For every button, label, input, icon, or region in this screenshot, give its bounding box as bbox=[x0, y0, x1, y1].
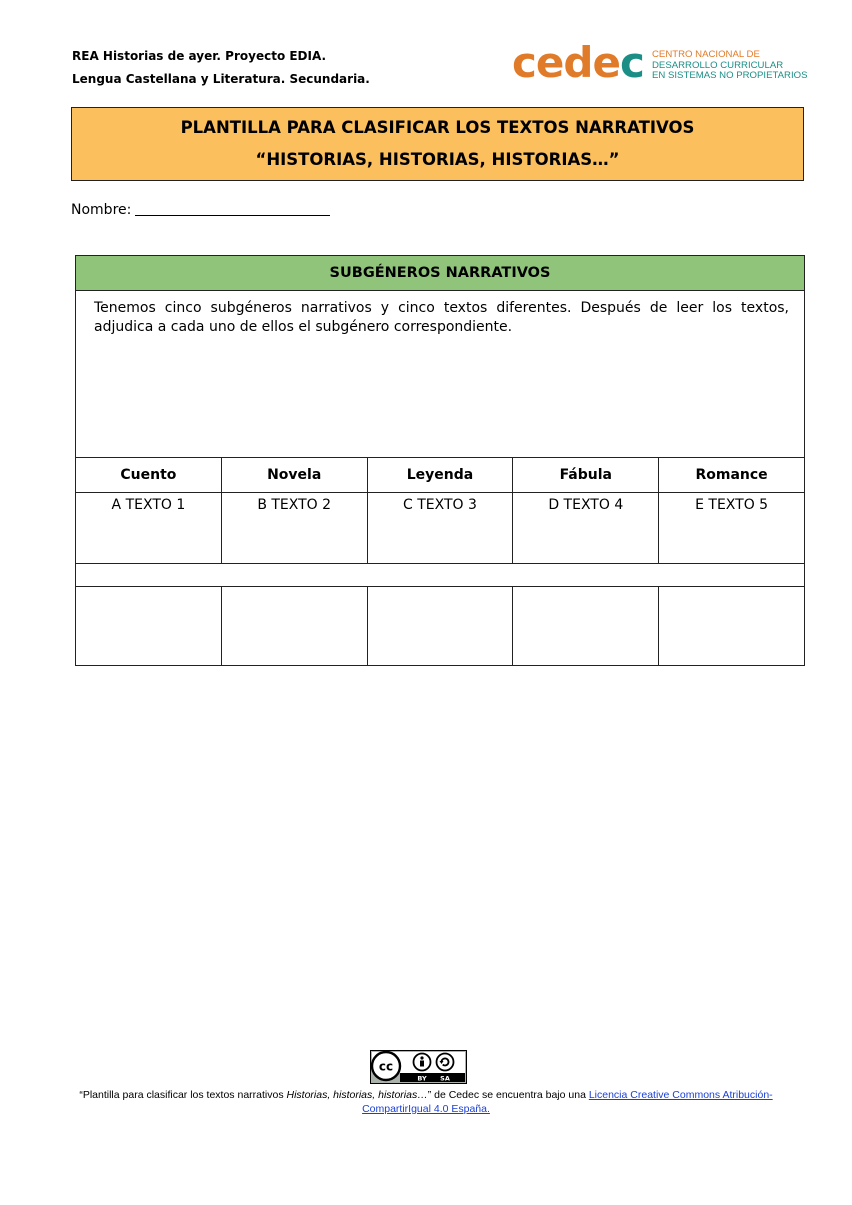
header-project-line: REA Historias de ayer. Proyecto EDIA. bbox=[72, 49, 327, 63]
nombre-label: Nombre: bbox=[71, 202, 132, 218]
col-header-leyenda: Leyenda bbox=[367, 458, 513, 493]
title-line-2: “HISTORIAS, HISTORIAS, HISTORIAS…” bbox=[255, 150, 620, 169]
logo-word-orange: cede bbox=[512, 38, 620, 87]
table-header-row bbox=[76, 458, 805, 493]
footer-title-italic: Historias, historias, historias… bbox=[286, 1089, 428, 1101]
cc-by-sa-badge-icon bbox=[370, 1050, 467, 1084]
table-answer-row bbox=[76, 587, 805, 666]
license-link[interactable]: Licencia Creative Commons Atribución-CompartirIgual 4.0 España. bbox=[362, 1089, 773, 1115]
license-footer bbox=[60, 1088, 792, 1116]
title-box bbox=[71, 107, 804, 181]
answer-cell-2[interactable] bbox=[221, 587, 367, 666]
footer-prefix: “Plantilla para clasificar los textos narrativos bbox=[79, 1089, 287, 1101]
logo-sub-line-3: EN SISTEMAS NO PROPIETARIOS bbox=[652, 70, 808, 81]
title-line-1: PLANTILLA PARA CLASIFICAR LOS TEXTOS NARRATIVOS bbox=[180, 118, 695, 137]
table-row bbox=[76, 493, 805, 564]
cc-sa-label: SA bbox=[440, 1074, 450, 1083]
logo-subtitle bbox=[652, 50, 807, 82]
col-header-romance: Romance bbox=[659, 458, 805, 493]
answer-cell-3[interactable] bbox=[367, 587, 513, 666]
subgeneros-table bbox=[75, 255, 805, 666]
footer-middle: ” de Cedec se encuentra bajo una bbox=[427, 1089, 589, 1101]
cell-texto-1: A TEXTO 1 bbox=[76, 493, 222, 564]
col-header-fabula: Fábula bbox=[513, 458, 659, 493]
cedec-logo bbox=[512, 40, 812, 86]
answer-cell-4[interactable] bbox=[513, 587, 659, 666]
cc-by-label: BY bbox=[417, 1074, 427, 1083]
header-subject-line: Lengua Castellana y Literatura. Secundaria. bbox=[72, 72, 370, 86]
sa-arrow-icon bbox=[437, 1054, 454, 1071]
table-heading: SUBGÉNEROS NARRATIVOS bbox=[76, 256, 805, 291]
logo-wordmark bbox=[512, 40, 644, 86]
cell-texto-4: D TEXTO 4 bbox=[513, 493, 659, 564]
logo-sub-line-2: DESARROLLO CURRICULAR bbox=[652, 59, 784, 71]
logo-word-teal: c bbox=[619, 38, 644, 87]
cell-texto-5: E TEXTO 5 bbox=[659, 493, 805, 564]
cell-texto-2: B TEXTO 2 bbox=[221, 493, 367, 564]
subgeneros-table-wrap bbox=[75, 255, 805, 666]
table-spacer-row bbox=[76, 564, 805, 587]
col-header-novela: Novela bbox=[221, 458, 367, 493]
svg-text:cc: cc bbox=[378, 1059, 394, 1074]
table-instructions: Tenemos cinco subgéneros narrativos y cinco textos diferentes. Después de leer los textos, adjudica a cada uno de ellos el subgénero correspondiente. bbox=[76, 291, 805, 458]
nombre-field[interactable] bbox=[71, 201, 330, 218]
answer-cell-1[interactable] bbox=[76, 587, 222, 666]
answer-cell-5[interactable] bbox=[659, 587, 805, 666]
cell-texto-3: C TEXTO 3 bbox=[367, 493, 513, 564]
col-header-cuento: Cuento bbox=[76, 458, 222, 493]
nombre-blank-line[interactable] bbox=[135, 201, 330, 216]
logo-sub-line-1: CENTRO NACIONAL DE bbox=[652, 49, 760, 60]
